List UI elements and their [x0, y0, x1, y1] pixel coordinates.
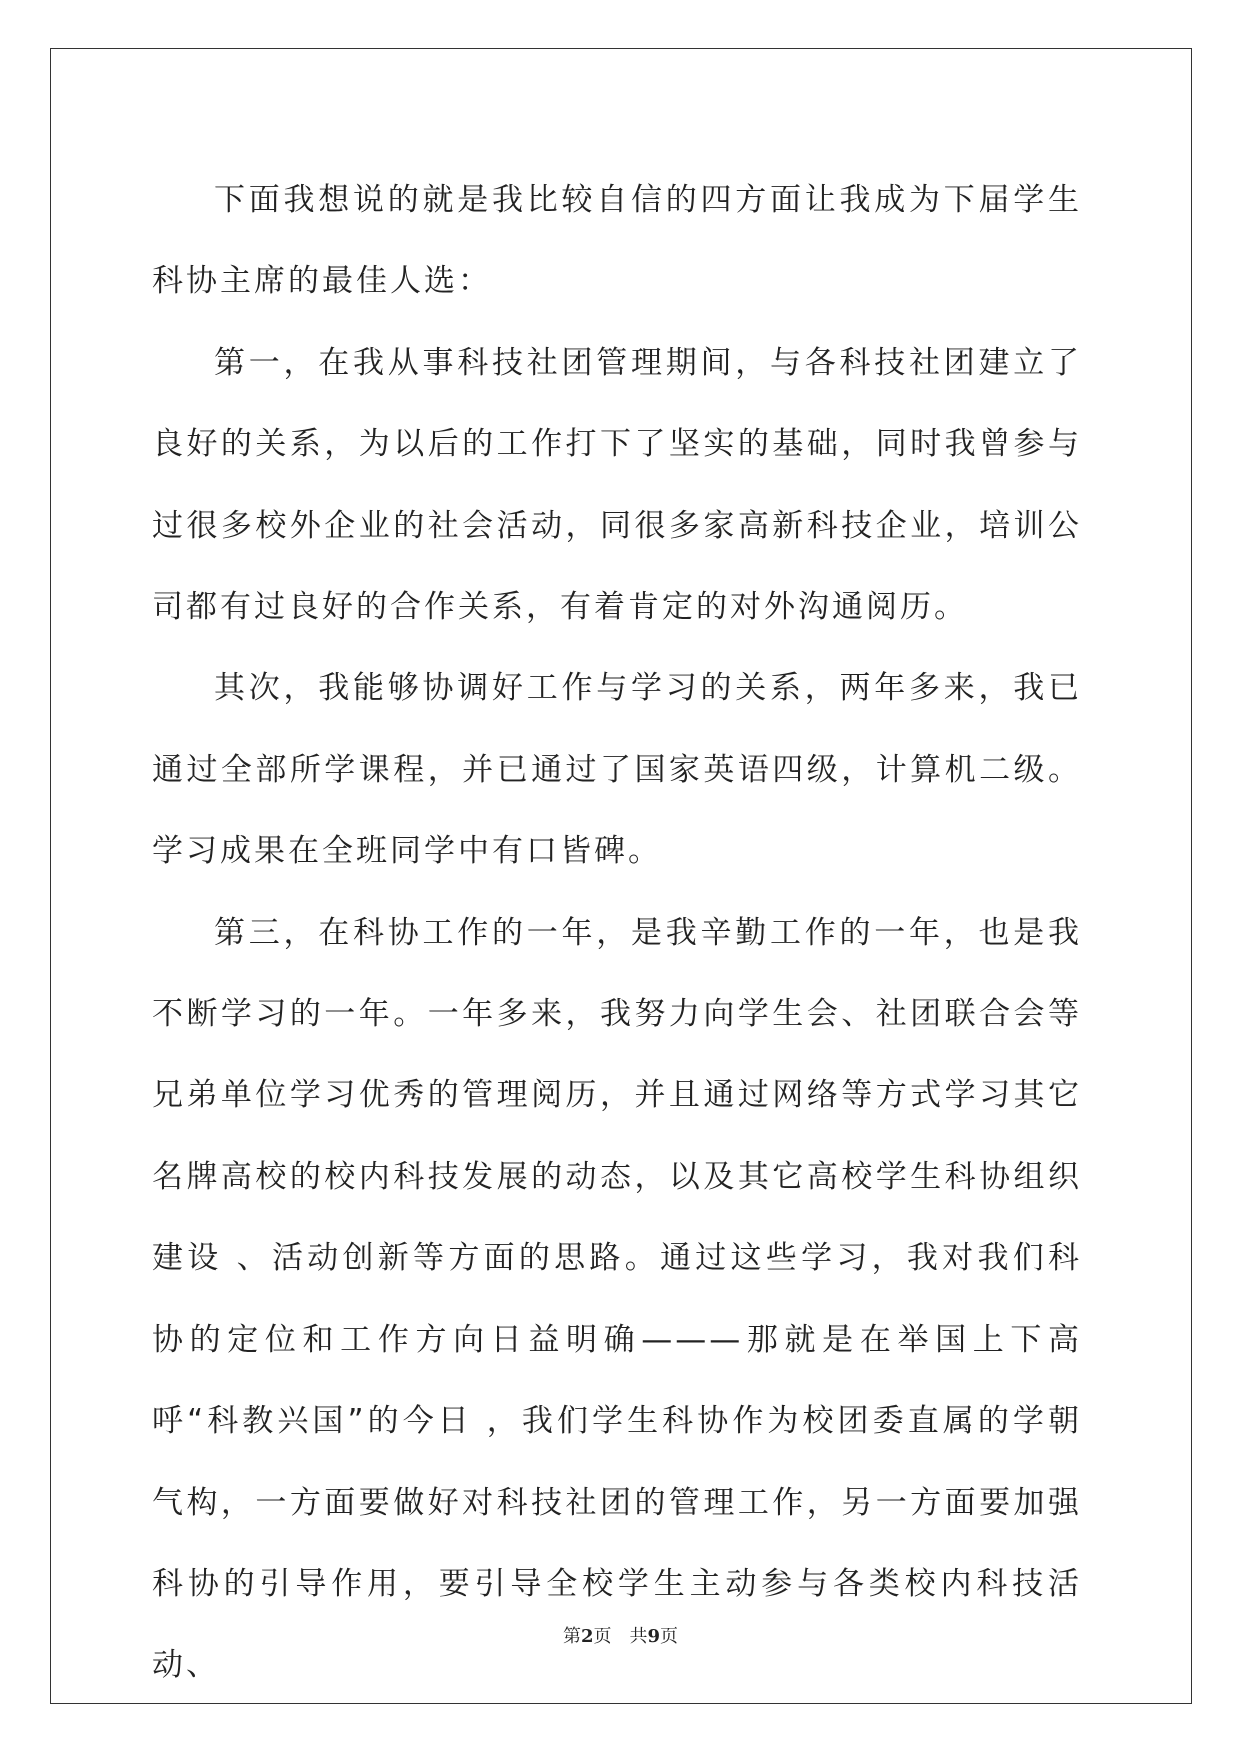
paragraph-third-point: 第三，在科协工作的一年，是我辛勤工作的一年，也是我不断学习的一年。一年多来，我努力向学生会、社团联合会等兄弟单位学习优秀的管理阅历，并且通过网络等方式学习其它名牌高校的校内科技发展的动态，以及其它高校学生科协组织建设 、活动创新等方面的思路。通过这些学习，我对我们科协的定位和工作方向日益明确———那就是在举国上下高呼“科教兴国”的今日 ，我们学生科协作为校团委直属的学朝气构，一方面要做好对科技社团的管理工作，另一方面要加强科协的引导作用，要引导全校学生主动参与各类校内科技活动、 — [152, 914, 1082, 1684]
page-total-number: 9 — [647, 1626, 661, 1647]
total-suffix: 页 — [660, 1626, 679, 1647]
page-current-number: 2 — [580, 1626, 594, 1647]
page-footer — [0, 1622, 1241, 1648]
paragraph-first-point: 第一，在我从事科技社团管理期间，与各科技社团建立了良好的关系，为以后的工作打下了坚实的基础，同时我曾参与过很多校外企业的社会活动，同很多家高新科技企业，培训公司都有过良好的合作关系，有着肯定的对外沟通阅历。 — [152, 344, 1082, 626]
paragraph-second-point: 其次，我能够协调好工作与学习的关系，两年多来，我已通过全部所学课程，并已通过了国家英语四级，计算机二级。学习成果在全班同学中有口皆碑。 — [152, 670, 1082, 870]
document-body — [152, 160, 1082, 1707]
total-prefix: 共 — [629, 1626, 648, 1647]
page-suffix: 页 — [593, 1626, 612, 1647]
paragraph-intro: 下面我想说的就是我比较自信的四方面让我成为下届学生科协主席的最佳人选： — [152, 182, 1082, 300]
page-prefix: 第 — [562, 1626, 581, 1647]
